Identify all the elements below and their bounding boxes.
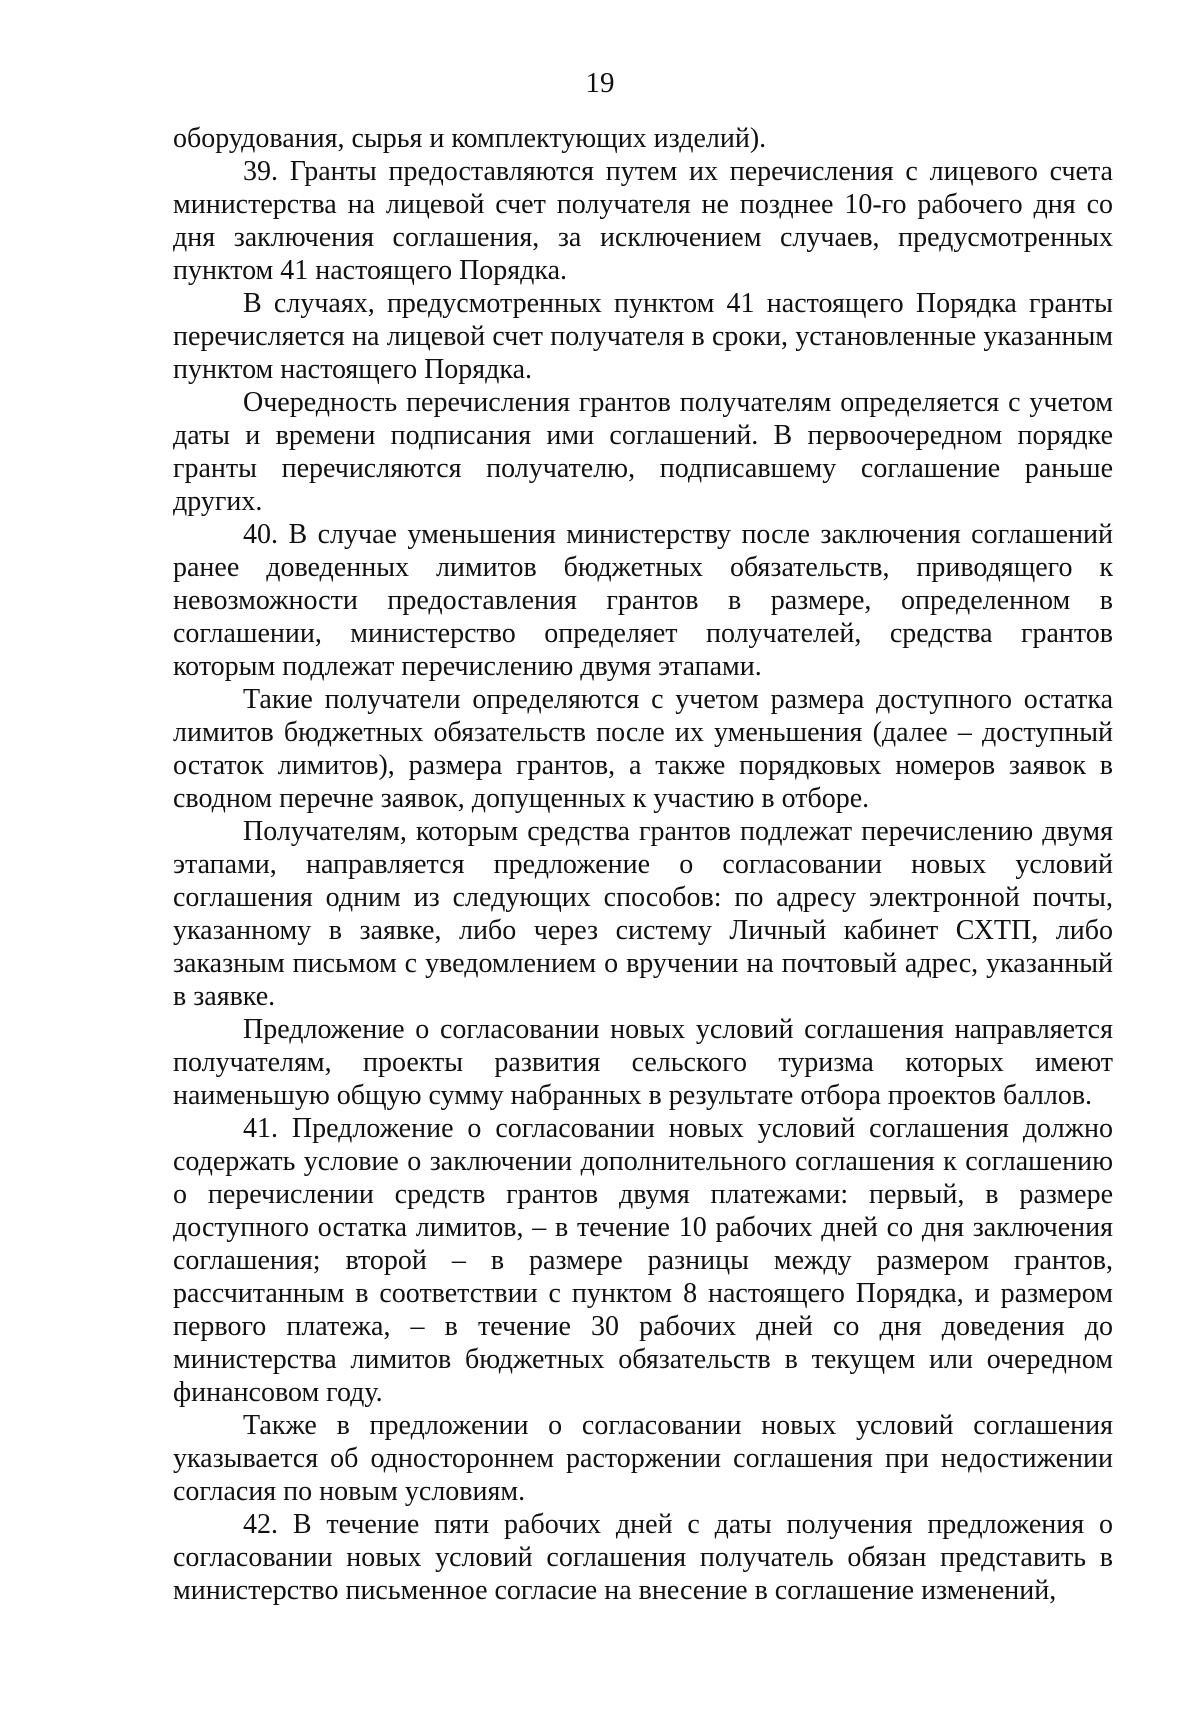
paragraph: Получателям, которым средства грантов подлежат перечислению двумя этапами, направляется предложение о согласовании новых условий соглашения одним из следующих способов: по адресу электронной почты, указанному в заявке, либо через систему Личный кабинет СХТП, либо заказным письмом с уведомлением о вручении на почтовый адрес, указанный в заявке. (173, 816, 1113, 1012)
paragraph-clause-41: 41. Предложение о согласовании новых условий соглашения должно содержать условие о заключении дополнительного соглашения к соглашению о перечислении средств грантов двумя платежами: первый, в размере доступного остатка лимитов, – в течение 10 рабочих дней со дня заключения соглашения; второй – в размере разницы между размером грантов, рассчитанным в соответствии с пунктом 8 настоящего Порядка, и размером первого платежа, – в течение 30 рабочих дней со дня доведения до министерства лимитов бюджетных обязательств в текущем или очередном финансовом году. (173, 1113, 1113, 1408)
paragraph: Также в предложении о согласовании новых условий соглашения указывается об одностороннем расторжении соглашения при недостижении согласия по новым условиям. (173, 1410, 1113, 1507)
paragraph: Очередность перечисления грантов получателям определяется с учетом даты и времени подписания ими соглашений. В первоочередном порядке гранты перечисляются получателю, подписавшему соглашение раньше других. (173, 387, 1113, 517)
paragraph: Предложение о согласовании новых условий соглашения направляется получателям, проекты развития сельского туризма которых имеют наименьшую общую сумму набранных в результате отбора проектов баллов. (173, 1014, 1113, 1111)
paragraph-clause-42: 42. В течение пяти рабочих дней с даты получения предложения о согласовании новых условий соглашения получатель обязан представить в министерство письменное согласие на внесение в соглашение изменений, (173, 1509, 1113, 1606)
paragraph: В случаях, предусмотренных пунктом 41 настоящего Порядка гранты перечисляется на лицевой счет получателя в сроки, установленные указанным пунктом настоящего Порядка. (173, 288, 1113, 385)
paragraph: Такие получатели определяются с учетом размера доступного остатка лимитов бюджетных обязательств после их уменьшения (далее – доступный остаток лимитов), размера грантов, а также порядковых номеров заявок в сводном перечне заявок, допущенных к участию в отборе. (173, 684, 1113, 814)
page-number: 19 (585, 67, 615, 99)
document-body (173, 122, 1113, 1607)
paragraph-clause-40: 40. В случае уменьшения министерству после заключения соглашений ранее доведенных лимитов бюджетных обязательств, приводящего к невозможности предоставления грантов в размере, определенном в соглашении, министерство определяет получателей, средства грантов которым подлежат перечислению двумя этапами. (173, 519, 1113, 682)
paragraph-clause-39: 39. Гранты предоставляются путем их перечисления с лицевого счета министерства на лицевой счет получателя не позднее 10-го рабочего дня со дня заключения соглашения, за исключением случаев, предусмотренных пунктом 41 настоящего Порядка. (173, 156, 1113, 286)
paragraph-continuation: оборудования, сырья и комплектующих изделий). (173, 123, 767, 154)
